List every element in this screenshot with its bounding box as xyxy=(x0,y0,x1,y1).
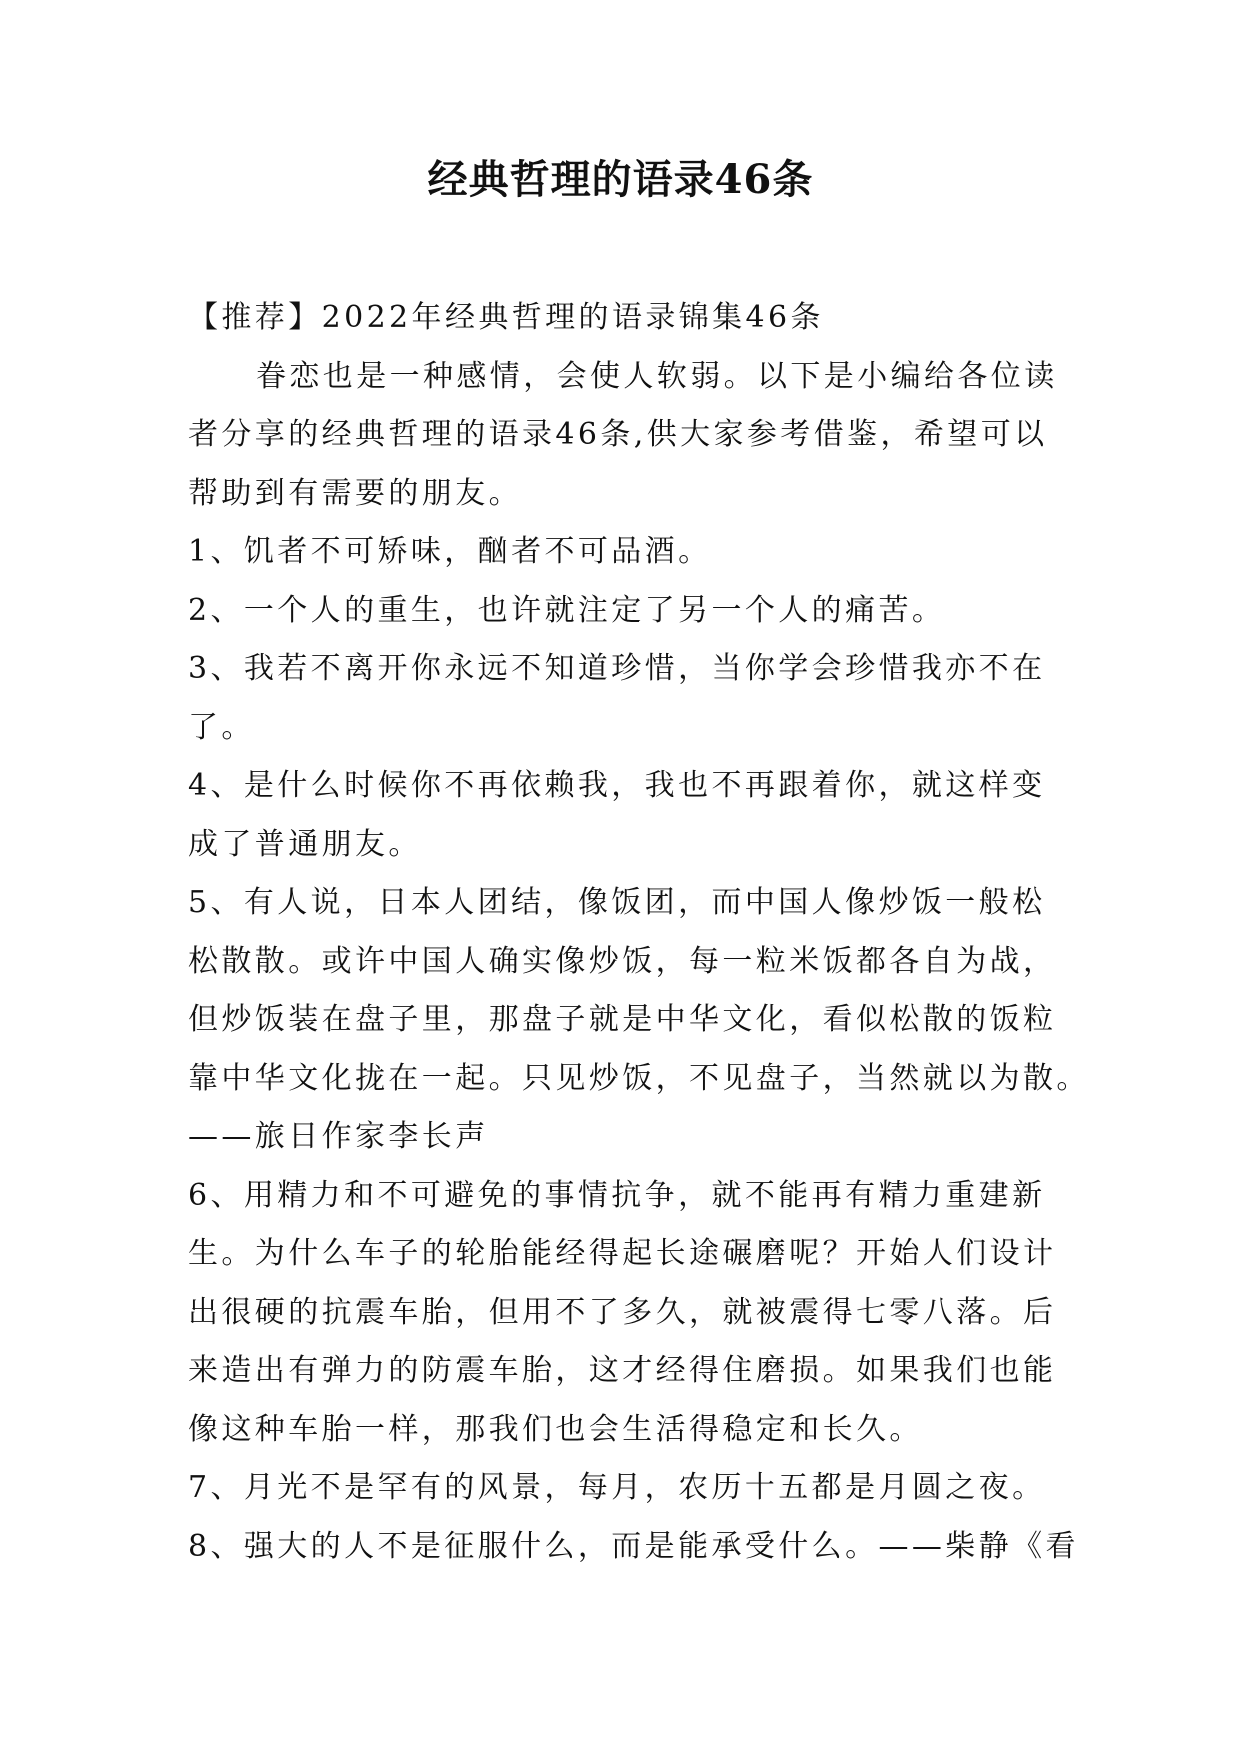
intro-paragraph-line-1: 眷恋也是一种感情，会使人软弱。以下是小编给各位读 xyxy=(256,358,1058,394)
quote-5-attribution: ——旅日作家李长声 xyxy=(188,1119,489,1154)
quote-5-line-1: 5、有人说，日本人团结，像饭团，而中国人像炒饭一般松 xyxy=(188,885,1046,920)
quote-8-line-1: 8、强大的人不是征服什么，而是能承受什么。——柴静《看 xyxy=(188,1528,1079,1564)
document-body xyxy=(188,289,1090,1576)
intro-paragraph-line-2: 者分享的经典哲理的语录46条,供大家参考借鉴，希望可以 xyxy=(188,417,1048,452)
quote-3-line-2: 了。 xyxy=(188,709,255,745)
quote-4-line-1: 4、是什么时候你不再依赖我，我也不再跟着你，就这样变 xyxy=(188,768,1046,803)
quote-7-line-1: 7、月光不是罕有的风景，每月，农历十五都是月圆之夜。 xyxy=(188,1470,1046,1505)
quote-5-line-4: 靠中华文化拢在一起。只见炒饭，不见盘子，当然就以为散。 xyxy=(188,1060,1090,1096)
document-title: 经典哲理的语录46条 xyxy=(427,156,814,203)
quote-2-line-1: 2、一个人的重生，也许就注定了另一个人的痛苦。 xyxy=(188,592,946,628)
quote-5-line-3: 但炒饭装在盘子里，那盘子就是中华文化，看似松散的饭粒 xyxy=(188,1002,1057,1037)
quote-1-line-1: 1、饥者不可矫味，酗者不可品酒。 xyxy=(188,534,712,569)
quote-6-line-1: 6、用精力和不可避免的事情抗争，就不能再有精力重建新 xyxy=(188,1177,1046,1213)
quote-3-line-1: 3、我若不离开你永远不知道珍惜，当你学会珍惜我亦不在 xyxy=(188,651,1046,686)
quote-5-line-2: 松散散。或许中国人确实像炒饭，每一粒米饭都各自为战， xyxy=(188,943,1057,979)
quote-6-line-4: 来造出有弹力的防震车胎，这才经得住磨损。如果我们也能 xyxy=(188,1353,1057,1388)
quote-6-line-3: 出很硬的抗震车胎，但用不了多久，就被震得七零八落。后 xyxy=(188,1294,1057,1330)
quote-6-line-2: 生。为什么车子的轮胎能经得起长途碾磨呢？开始人们设计 xyxy=(188,1236,1057,1271)
intro-paragraph-line-3: 帮助到有需要的朋友。 xyxy=(188,475,522,511)
quote-6-line-5: 像这种车胎一样，那我们也会生活得稳定和长久。 xyxy=(188,1411,923,1447)
quote-4-line-2: 成了普通朋友。 xyxy=(188,826,422,862)
recommend-line: 【推荐】2022年经典哲理的语录锦集46条 xyxy=(188,300,824,335)
